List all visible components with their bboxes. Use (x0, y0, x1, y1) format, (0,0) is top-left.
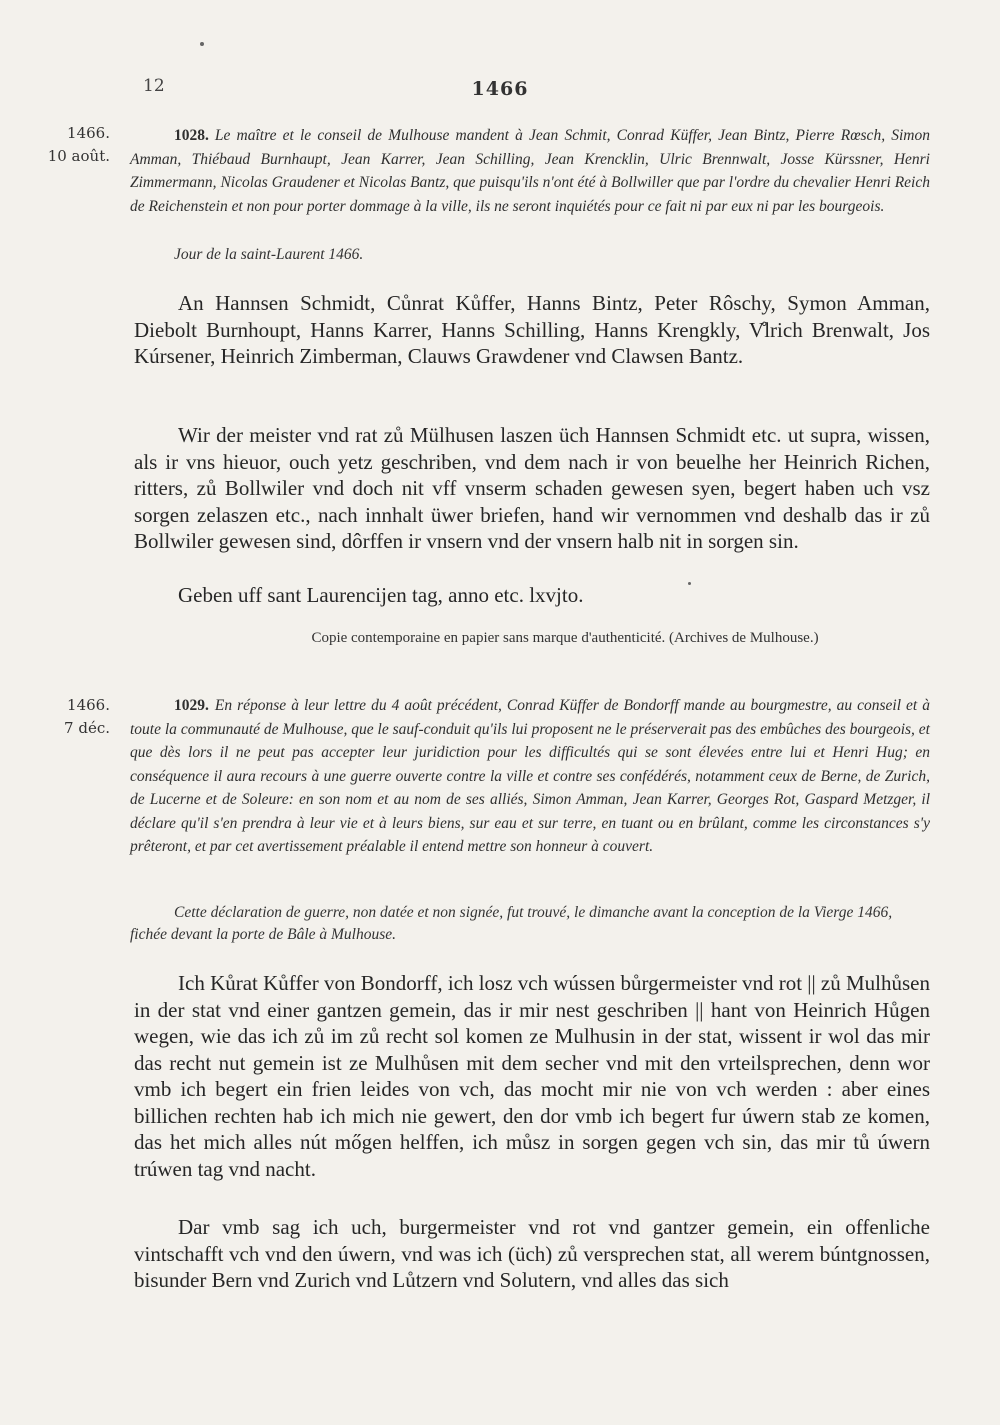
source-note-1028: Copie contemporaine en papier sans marque d'authenticité. (Archives de Mulhouse.) (311, 630, 819, 646)
summary-1029 (130, 694, 930, 859)
speck-mark (200, 42, 204, 46)
address-1028: An Hannsen Schmidt, Cůnrat Kůffer, Hanns Bintz, Peter Rôschy, Symon Amman, Diebolt Burnhoupt, Hanns Karrer, Hanns Schilling, Hanns Krengkly, V̊lrich Brenwalt, Jos Kúrsener, Heinrich Zimberman, Clauws Grawdener vnd Clawsen Bantz. (134, 291, 930, 368)
margin-date-day: 10 août. (47, 147, 110, 165)
date-line-1028: Jour de la saint-Laurent 1466. (174, 246, 364, 263)
margin-date-day: 7 déc. (64, 719, 110, 737)
summary-1028 (130, 124, 930, 218)
summary-text: En réponse à leur lettre du 4 août précédent, Conrad Küffer de Bondorff mande au bourgmestre, au conseil et à toute la communauté de Mulhouse, que le sauf-conduit qu'ils lui proposent ne le préserverait pas des embûches des bourgeois, et que dès lors il ne peut pas accepter leur juridiction pour les difficultés qui se sont élevées entre lui et Henri Hug; en conséquence il aura recours à une guerre ouverte contre la ville et contre ses confédérés, notamment ceux de Berne, de Zurich, de Lucerne et de Soleure: en son nom et au nom de ses alliés, Simon Amman, Jean Karrer, Georges Rot, Gaspard Metzger, il déclare qu'il s'en prendra à leur vie et à leurs biens, sur eau et sur terre, en tuant ou en brûlant, comme les circonstances s'y prêteront, et par cet avertissement préalable il entend mettre son honneur à couvert. (130, 697, 930, 855)
margin-date-year: 1466. (67, 124, 110, 142)
margin-date-year: 1466. (67, 696, 110, 714)
letter-closing-1028: Geben uff sant Laurencijen tag, anno etc. lxvjto. (178, 583, 584, 607)
note-1029: Cette déclaration de guerre, non datée et non signée, fut trouvé, le dimanche avant la conception de la Vierge 1466, fichée devant la porte de Bâle à Mulhouse. (130, 904, 893, 943)
running-head-year: 1466 (471, 78, 529, 100)
page-number: 12 (143, 76, 165, 96)
margin-date-1028 (0, 122, 110, 168)
summary-text: Le maître et le conseil de Mulhouse mandent à Jean Schmit, Conrad Küffer, Jean Bintz, Pierre Rœsch, Simon Amman, Thiébaud Burnhaupt, Jean Karrer, Jean Schilling, Jean Krencklin, Ulric Brennwalt, Josse Kürssner, Henri Zimmermann, Nicolas Graudener et Nicolas Bantz, que puisqu'ils n'ont été à Bollwiller que par l'ordre du chevalier Henri Reich de Reichenstein et non pour porter dommage à la ville, ils ne seront inquiétés pour ce fait ni par eux ni par les bourgeois. (130, 127, 930, 215)
letter-body-1028: Wir der meister vnd rat zů Mülhusen laszen üch Hannsen Schmidt etc. ut supra, wissen, als ir vns hieuor, ouch yetz geschriben, vnd dem nach ir von beuelhe her Heinrich Richen, ritters, zů Bollwiler vnd doch nit vff vnserm schaden gewesen syen, begert haben uch vsz sorgen zelaszen etc., nach innhalt üwer briefen, hand wir vernommen vnd deshalb das ir zů Bollwiler gewesen sind, dôrffen ir vnsern vnd der vnsern halb nit in sorgen sin. (134, 423, 930, 553)
letter-body-1029-continued: Dar vmb sag ich uch, burgermeister vnd rot vnd gantzer gemein, ein offenliche vintschafft vch vnd den úwern, vnd was ich (üch) zů versprechen stat, all werem búntgnossen, bisunder Bern vnd Zurich vnd Lůtzern vnd Solutern, vnd alles das sich (134, 1215, 930, 1292)
margin-date-1029 (0, 694, 110, 740)
document-number: 1028. (174, 127, 209, 144)
letter-body-1029: Ich Kůrat Kůffer von Bondorff, ich losz vch wússen bůrgermeister vnd rot || zů Mulhůsen in der stat vnd einer gantzen gemein, das ir mir nest geschriben || hant von Heinrich Hůgen wegen, wie das ich zů im zů recht sol komen ze Mulhusin in der stat, wissent ir wol das mir das recht nut gemein ist ze Mulhůsen mit dem secher vnd mit den vrteilsprechen, denn wor vmb ich begert ein frien leides von vch, das mocht mir nie von vch werden : aber eines billichen rechten hab ich mich nie gewert, den dor vmb ich begert fur úwern stab ze komen, das het mich alles nút mőgen helffen, ich můsz in sorgen gegen vch sin, das mir tů úwern trúwen tag vnd nacht. (134, 971, 931, 1181)
document-number: 1029. (174, 697, 209, 714)
